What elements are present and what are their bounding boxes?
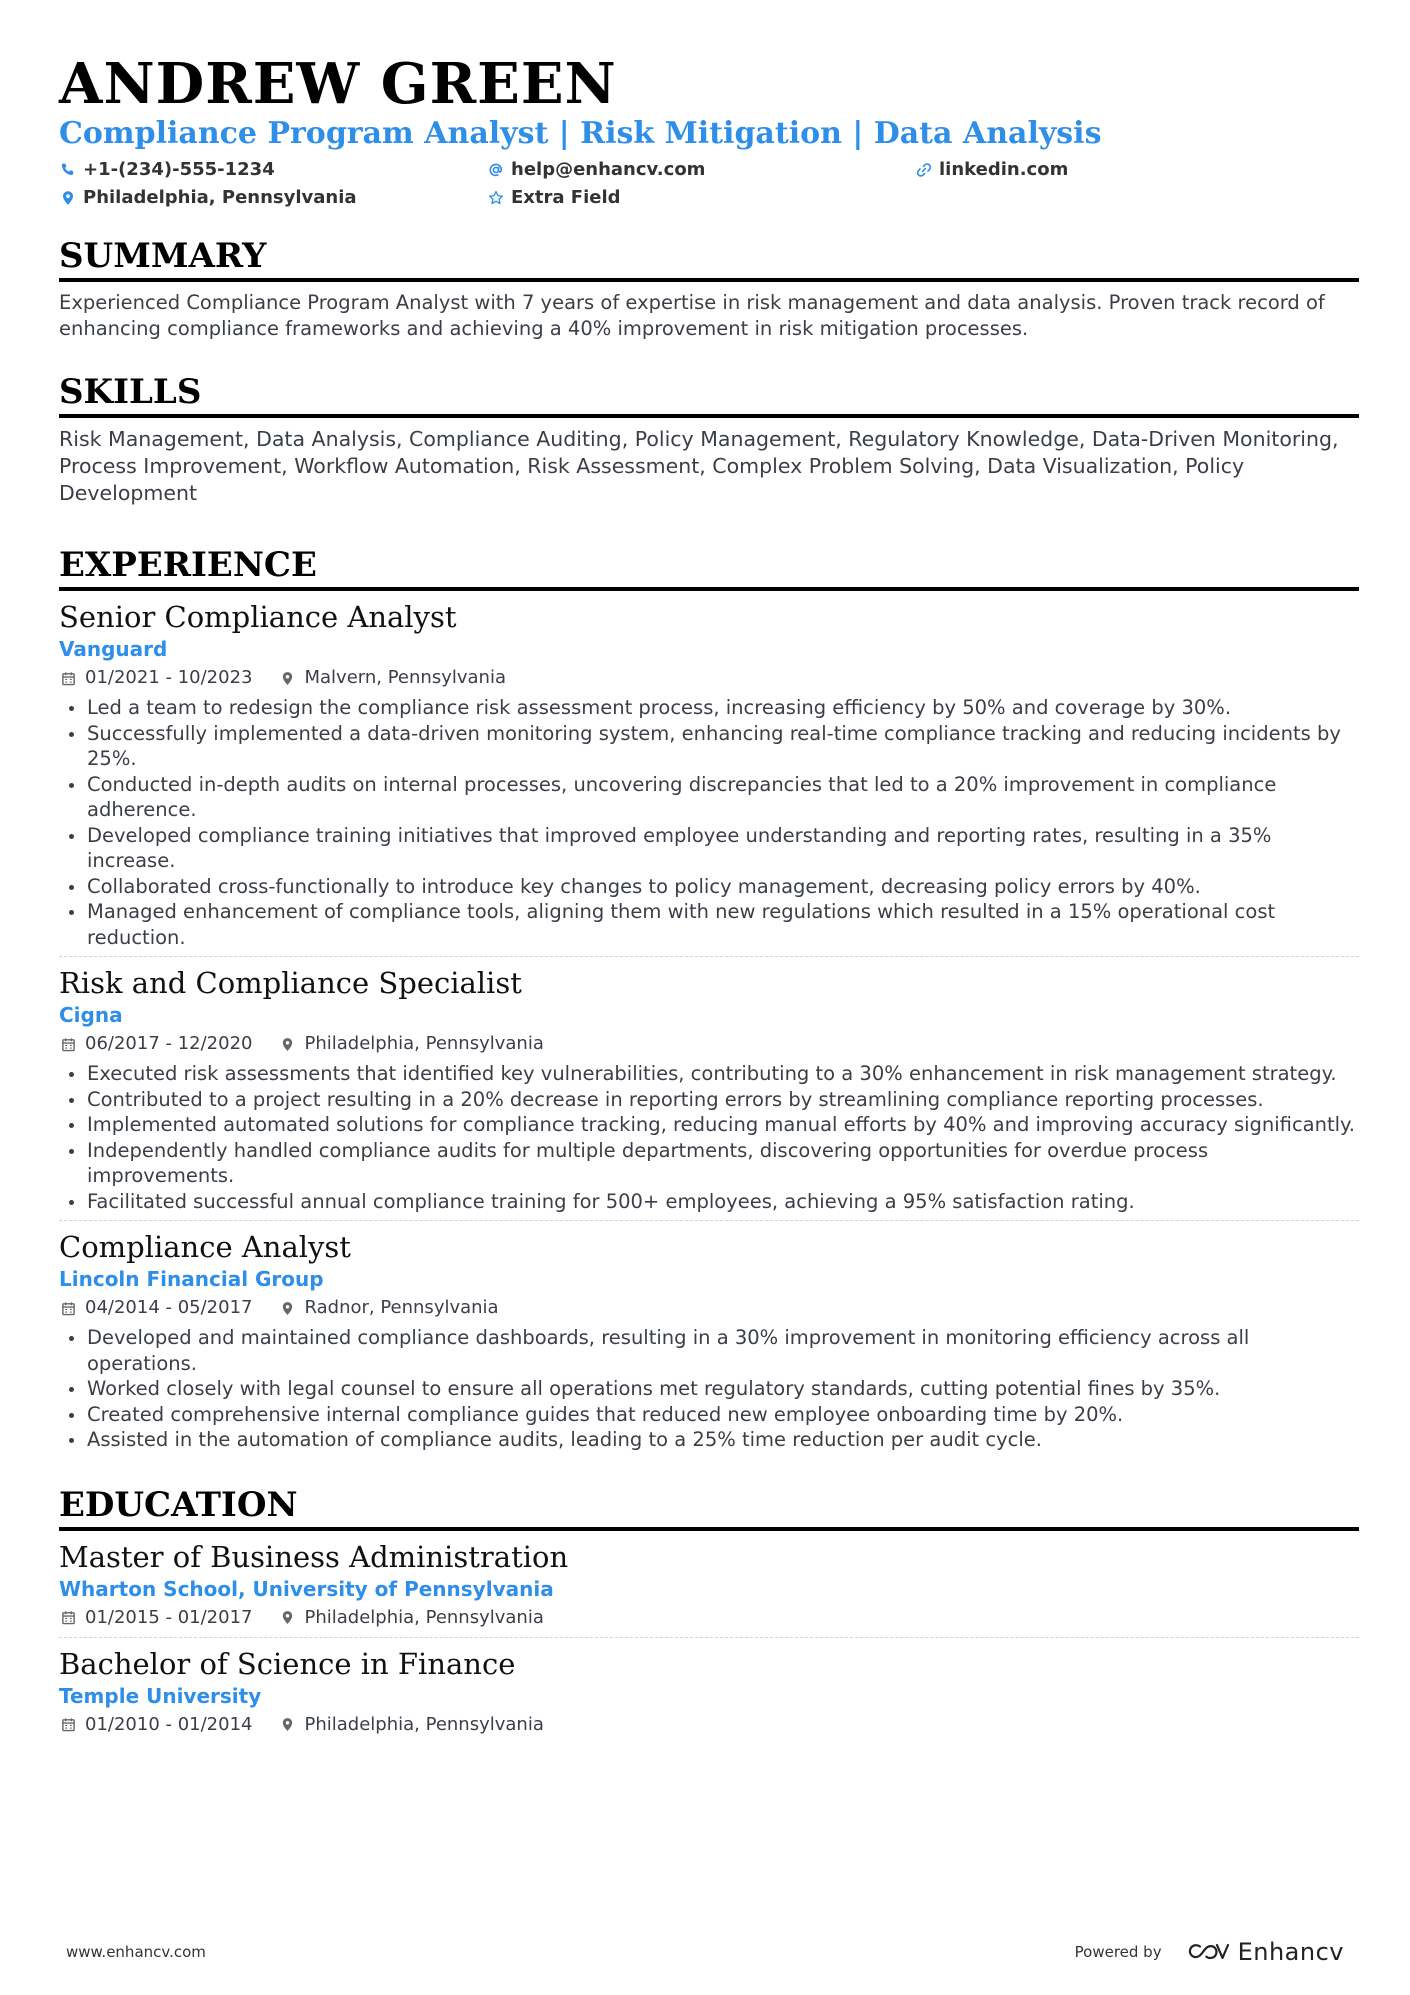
location-pin-icon [279,1299,297,1317]
link-icon [915,161,933,179]
skills-heading: SKILLS [59,372,1359,418]
company-name: Lincoln Financial Group [59,1267,324,1291]
contact-location [59,186,487,210]
calendar-icon [59,1299,77,1317]
job-dates: 01/2021 - 10/2023 [85,667,253,688]
contact-email[interactable] [487,158,915,182]
contact-extra-text: Extra Field [511,187,621,208]
job-title: Senior Compliance Analyst [59,600,457,634]
contact-location-text: Philadelphia, Pennsylvania [83,187,357,208]
job-dates: 04/2014 - 05/2017 [85,1297,253,1318]
enhancv-brand-name: Enhancv [1237,1938,1344,1966]
list-item: Independently handled compliance audits for multiple departments, discovering opportunities for overdue process improvements. [59,1138,1359,1189]
list-item: Developed compliance training initiatives that improved employee understanding and reporting rates, resulting in a 35% increase. [59,823,1359,874]
page-footer [66,1938,1344,1966]
job-location-group [279,1031,544,1057]
education-meta [59,1712,1359,1738]
calendar-icon [59,1716,77,1734]
resume-header [59,52,1359,210]
education-heading: EDUCATION [59,1485,1359,1531]
contact-linkedin[interactable] [915,158,1343,182]
list-item: Assisted in the automation of compliance audits, leading to a 25% time reduction per audit cycle. [59,1427,1359,1453]
location-pin-icon [279,1716,297,1734]
education-location: Philadelphia, Pennsylvania [304,1713,544,1735]
company-name: Cigna [59,1003,123,1027]
job-title: Risk and Compliance Specialist [59,966,522,1000]
contact-extra [487,186,915,210]
candidate-headline: Compliance Program Analyst | Risk Mitigation | Data Analysis [59,116,1102,151]
job-bullets [59,1325,1359,1453]
job-meta [59,1031,1359,1057]
list-item: Developed and maintained compliance dashboards, resulting in a 30% improvement in monitoring efficiency across all operations. [59,1325,1359,1376]
summary-section [59,236,1359,342]
list-item: Led a team to redesign the compliance risk assessment process, increasing efficiency by 50% and coverage by 30%. [59,695,1359,721]
education-section [59,1485,1359,1744]
enhancv-logo-icon [1186,1941,1230,1963]
skills-text: Risk Management, Data Analysis, Compliance Auditing, Policy Management, Regulatory Knowledge, Data-Driven Monitoring, Process Improvement, Workflow Automation, Risk Assessment, Complex Problem Solving, Data Visualization, Policy Development [59,427,1339,505]
calendar-icon [59,1609,77,1627]
list-item: Executed risk assessments that identified key vulnerabilities, contributing to a 30% enhancement in risk management strategy. [59,1061,1359,1087]
list-item: Created comprehensive internal compliance guides that reduced new employee onboarding time by 20%. [59,1402,1359,1428]
experience-entry [59,1220,1359,1459]
location-pin-icon [279,1035,297,1053]
summary-text: Experienced Compliance Program Analyst with 7 years of expertise in risk management and data analysis. Proven track record of enhancing compliance frameworks and achieving a 40% improvement in risk mitigation processes. [59,291,1325,340]
contact-email-text: help@enhancv.com [511,159,706,180]
education-meta [59,1605,1359,1631]
job-title: Compliance Analyst [59,1230,351,1264]
list-item: Implemented automated solutions for compliance tracking, reducing manual efforts by 40% and improving accuracy significantly. [59,1112,1359,1138]
education-location-group [279,1605,544,1631]
list-item: Collaborated cross-functionally to introduce key changes to policy management, decreasing policy errors by 40%. [59,874,1359,900]
job-dates: 06/2017 - 12/2020 [85,1033,253,1054]
education-location-group [279,1712,544,1738]
contact-linkedin-text: linkedin.com [939,159,1069,180]
summary-heading: SUMMARY [59,236,1359,282]
calendar-icon [59,669,77,687]
contact-list [59,158,1359,210]
list-item: Conducted in-depth audits on internal processes, uncovering discrepancies that led to a 20% improvement in compliance adherence. [59,772,1359,823]
location-pin-icon [279,669,297,687]
education-dates: 01/2015 - 01/2017 [85,1606,253,1628]
skills-section [59,372,1359,507]
list-item: Worked closely with legal counsel to ensure all operations met regulatory standards, cutting potential fines by 35%. [59,1376,1359,1402]
education-location: Philadelphia, Pennsylvania [304,1606,544,1628]
enhancv-logo[interactable] [1186,1938,1344,1966]
location-pin-icon [59,189,77,207]
experience-entry [59,956,1359,1220]
phone-icon [59,161,77,179]
job-location: Radnor, Pennsylvania [304,1297,499,1318]
job-meta [59,665,1359,691]
job-location-group [279,1295,499,1321]
job-location: Philadelphia, Pennsylvania [304,1033,544,1054]
school-name: Temple University [59,1683,262,1708]
list-item: Facilitated successful annual compliance training for 500+ employees, achieving a 95% satisfaction rating. [59,1189,1359,1215]
job-location-group [279,665,506,691]
degree-title: Bachelor of Science in Finance [59,1646,516,1681]
job-bullets [59,695,1359,950]
footer-website-link[interactable]: www.enhancv.com [66,1943,206,1961]
contact-phone[interactable] [59,158,487,182]
company-name: Vanguard [59,637,168,661]
list-item: Contributed to a project resulting in a 20% decrease in reporting errors by streamlining compliance reporting processes. [59,1087,1359,1113]
experience-section [59,545,1359,1459]
powered-by-label: Powered by [1074,1943,1162,1961]
education-entry [59,1531,1359,1637]
at-icon [487,161,505,179]
list-item: Successfully implemented a data-driven monitoring system, enhancing real-time compliance tracking and reducing incidents by 25%. [59,721,1359,772]
experience-heading: EXPERIENCE [59,545,1359,591]
calendar-icon [59,1035,77,1053]
star-icon [487,189,505,207]
degree-title: Master of Business Administration [59,1539,569,1574]
education-entry [59,1637,1359,1744]
candidate-name: ANDREW GREEN [59,51,617,117]
list-item: Managed enhancement of compliance tools, aligning them with new regulations which resulted in a 15% operational cost reduction. [59,899,1359,950]
school-name: Wharton School, University of Pennsylvania [59,1576,554,1601]
location-pin-icon [279,1609,297,1627]
experience-entry [59,591,1359,956]
powered-by [1075,1938,1344,1966]
job-meta [59,1295,1359,1321]
job-bullets [59,1061,1359,1214]
resume-content [59,52,1359,1744]
contact-phone-text: +1-(234)-555-1234 [83,159,275,180]
education-dates: 01/2010 - 01/2014 [85,1713,253,1735]
job-location: Malvern, Pennsylvania [304,667,506,688]
